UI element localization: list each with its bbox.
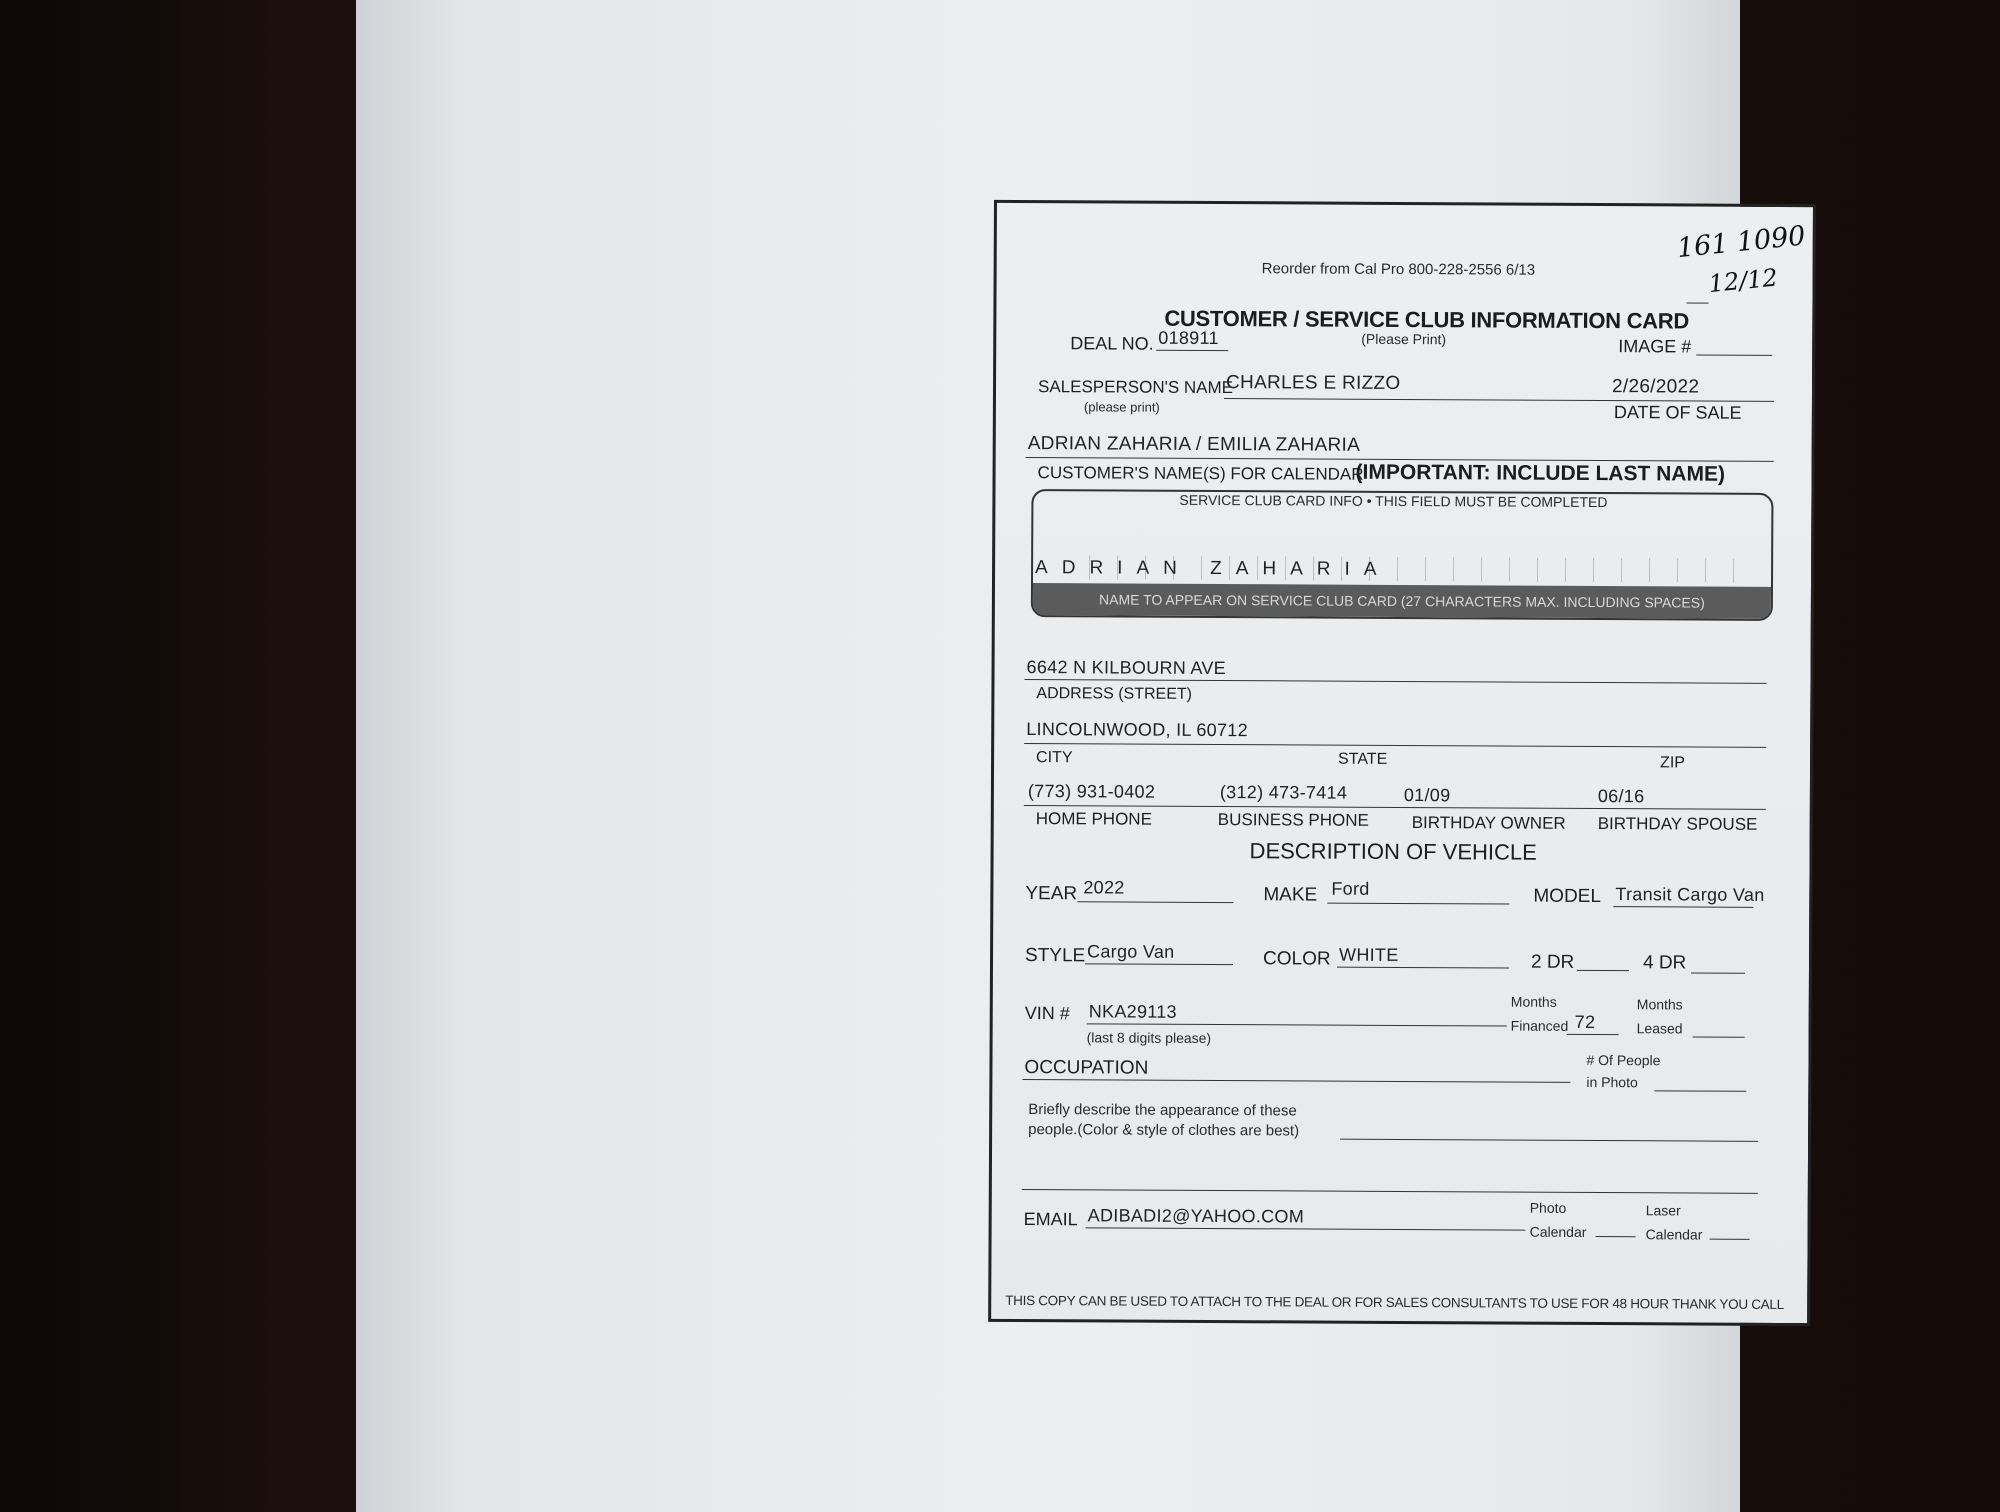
deal-no-label: DEAL NO. [1070,333,1154,354]
laser-calendar-line[interactable] [1710,1239,1750,1240]
laser-calendar-label1: Laser [1645,1202,1681,1219]
deal-no-value[interactable]: 018911 [1158,327,1219,349]
occupation-label: OCCUPATION [1024,1057,1149,1079]
months-leased-line[interactable] [1693,1037,1745,1038]
birthday-spouse-label: BIRTHDAY SPOUSE [1597,814,1758,834]
paper-sheet [356,0,1807,1512]
months-financed-line [1567,1034,1619,1035]
birthday-owner-value[interactable]: 01/09 [1403,785,1451,806]
club-box-footer: NAME TO APPEAR ON SERVICE CLUB CARD (27 CHARACTERS MAX. INCLUDING SPACES) [1033,583,1771,619]
service-club-box[interactable] [1031,489,1774,621]
club-card-name[interactable]: ADRIAN ZAHARIA [1035,557,1391,580]
year-label: YEAR [1025,883,1078,905]
please-print-note: (Please Print) [1361,330,1447,348]
club-box-header: SERVICE CLUB CARD INFO • THIS FIELD MUST BE COMPLETED [1179,491,1608,511]
business-phone-value[interactable]: (312) 473-7414 [1219,782,1348,803]
email-line [1086,1227,1526,1230]
appearance-line-1[interactable] [1340,1139,1758,1142]
laser-calendar-label2: Calendar [1645,1226,1703,1243]
2dr-line[interactable] [1577,970,1629,971]
address-line [1024,679,1766,684]
color-label: COLOR [1262,948,1331,970]
model-label: MODEL [1533,885,1601,908]
vehicle-section-title: DESCRIPTION OF VEHICLE [1249,838,1537,865]
appearance-text-2: people.(Color & style of clothes are best) [1028,1121,1300,1140]
address-label: ADDRESS (STREET) [1036,685,1193,703]
date-of-sale-label: DATE OF SALE [1613,402,1742,423]
vin-line [1087,1023,1507,1026]
customer-name-value[interactable]: ADRIAN ZAHARIA / EMILIA ZAHARIA [1027,433,1361,456]
customer-name-label: CUSTOMER'S NAME(S) FOR CALENDAR [1037,463,1364,484]
card-footer: THIS COPY CAN BE USED TO ATTACH TO THE DEAL OR FOR SALES CONSULTANTS TO USE FOR 48 HOUR THANK YOU CALL [1005,1292,1784,1312]
handwritten-underline [1686,302,1708,303]
email-label: EMAIL [1023,1209,1078,1230]
salesperson-value[interactable]: CHARLES E RIZZO [1225,372,1401,394]
model-line [1613,906,1753,908]
handwritten-fraction: 12/12 [1707,263,1779,299]
home-phone-value[interactable]: (773) 931-0402 [1027,781,1156,802]
zip-label: ZIP [1660,754,1686,772]
people-in-photo-label1: # Of People [1586,1051,1661,1069]
appearance-line-2[interactable] [1022,1189,1758,1194]
style-line [1085,963,1233,965]
year-line [1077,901,1233,903]
business-phone-label: BUSINESS PHONE [1217,810,1369,830]
handwritten-number: 161 1090 [1675,220,1807,265]
reorder-text: Reorder from Cal Pro 800-228-2556 6/13 [1261,260,1536,279]
birthday-owner-label: BIRTHDAY OWNER [1411,813,1566,833]
state-label: STATE [1338,750,1388,768]
card-title: CUSTOMER / SERVICE CLUB INFORMATION CARD [1164,305,1690,334]
image-line[interactable] [1696,355,1772,356]
city-line [1024,743,1766,748]
city-value[interactable]: LINCOLNWOOD, IL 60712 [1026,719,1249,741]
vin-label: VIN # [1024,1003,1070,1024]
months-leased-label-top: Months [1636,996,1683,1013]
salesperson-sublabel: (please print) [1083,399,1160,415]
style-value[interactable]: Cargo Van [1087,941,1175,962]
photo-calendar-line[interactable] [1596,1236,1636,1237]
make-value[interactable]: Ford [1331,878,1370,899]
model-value[interactable]: Transit Cargo Van [1615,884,1765,905]
salesperson-line [1224,398,1774,402]
people-in-photo-line[interactable] [1654,1090,1746,1091]
city-label: CITY [1036,749,1073,767]
salesperson-label: SALESPERSON'S NAME [1037,377,1234,398]
4dr-label: 4 DR [1642,952,1687,974]
birthday-spouse-value[interactable]: 06/16 [1597,786,1645,807]
months-financed-value[interactable]: 72 [1574,1011,1596,1033]
date-of-sale-value[interactable]: 2/26/2022 [1611,376,1700,398]
year-value[interactable]: 2022 [1083,877,1125,898]
color-line [1337,967,1509,969]
vin-note: (last 8 digits please) [1086,1029,1212,1046]
address-value[interactable]: 6642 N KILBOURN AVE [1026,657,1227,679]
months-financed-label-top: Months [1510,993,1557,1010]
important-note: (IMPORTANT: INCLUDE LAST NAME) [1355,460,1726,486]
deal-no-line [1156,350,1228,351]
service-club-card [988,200,1816,1326]
months-financed-label: Financed [1510,1017,1569,1034]
image-label: IMAGE # [1618,336,1692,357]
make-line [1327,903,1509,905]
home-phone-label: HOME PHONE [1035,809,1153,829]
4dr-line[interactable] [1691,973,1745,974]
email-value[interactable]: ADIBADI2@YAHOO.COM [1087,1205,1305,1227]
photo-calendar-label2: Calendar [1529,1223,1587,1240]
occupation-line[interactable] [1022,1079,1570,1083]
2dr-label: 2 DR [1530,951,1575,973]
appearance-text-1: Briefly describe the appearance of these [1028,1101,1297,1120]
people-in-photo-label2: in Photo [1586,1073,1638,1091]
style-label: STYLE [1024,945,1086,967]
color-value[interactable]: WHITE [1339,944,1399,965]
photo-calendar-label1: Photo [1529,1199,1567,1216]
months-leased-label: Leased [1636,1020,1683,1037]
make-label: MAKE [1263,884,1318,906]
vin-value[interactable]: NKA29113 [1088,1001,1177,1022]
